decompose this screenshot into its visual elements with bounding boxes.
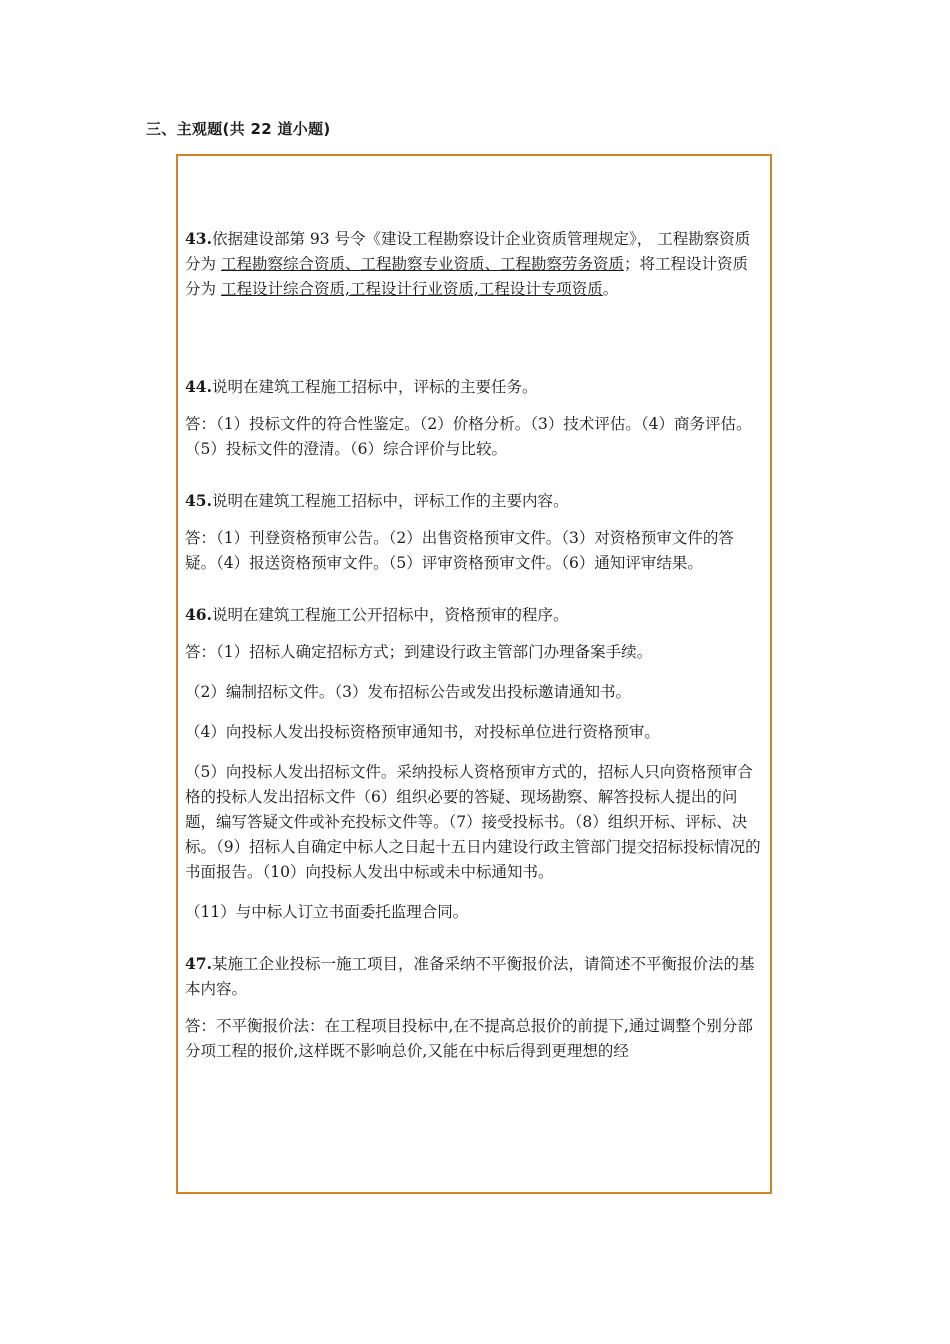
question-text: ；将工程设计资质分为 xyxy=(185,255,748,298)
section-heading: 三、主观题(共 22 道小题) xyxy=(146,120,331,138)
question-text: 说明在建筑工程施工公开招标中，资格预审的程序。 xyxy=(211,606,569,624)
question-46 xyxy=(185,602,763,628)
question-number: 43. xyxy=(185,229,212,248)
question-number: 47. xyxy=(185,954,212,973)
answer-46-line-1: 答：（1）招标人确定招标方式；到建设行政主管部门办理备案手续。 xyxy=(185,643,653,661)
answer-46-line-2: （2）编制招标文件。（3）发布招标公告或发出投标邀请通知书。 xyxy=(185,683,631,701)
questions-content xyxy=(185,226,763,1064)
question-text: 依据建设部第 93 号令《建设工程勘察设计企业资质管理规定》， 工程勘察资质分为 xyxy=(185,230,751,273)
answer-46-line-4: （5）向投标人发出招标文件。采纳投标人资格预审方式的，招标人只向资格预审合格的投标人发出招标文件（6）组织必要的答疑、现场勘察、解答投标人提出的问题，编写答疑文件或补充投标文件等。（7）接受投标书。（8）组织开标、评标、决标。（9）招标人自确定中标人之日起十五日内建设行政主管部门提交招标投标情况的书面报告。（10）向投标人发出中标或未中标通知书。 xyxy=(185,763,761,881)
question-text: 说明在建筑工程施工招标中，评标的主要任务。 xyxy=(211,378,538,396)
question-45 xyxy=(185,488,763,514)
question-text: 某施工企业投标一施工项目，准备采纳不平衡报价法，请简述不平衡报价法的基本内容。 xyxy=(185,955,755,998)
question-number: 44. xyxy=(185,377,212,396)
answer-46-line-3: （4）向投标人发出投标资格预审通知书，对投标单位进行资格预审。 xyxy=(185,723,660,741)
underlined-answer: 工程勘察综合资质、工程勘察专业资质、工程勘察劳务资质 xyxy=(220,255,624,273)
question-text: 说明在建筑工程施工招标中，评标工作的主要内容。 xyxy=(211,492,569,510)
underlined-answer: 工程设计综合资质,工程设计行业资质,工程设计专项资质 xyxy=(220,280,603,298)
question-number: 46. xyxy=(185,605,212,624)
question-44 xyxy=(185,374,763,400)
answer-frame xyxy=(176,154,772,1194)
answer-46-line-5: （11）与中标人订立书面委托监理合同。 xyxy=(185,903,469,921)
question-47 xyxy=(185,951,763,1002)
answer-45: 答：（1）刊登资格预审公告。（2）出售资格预审文件。（3）对资格预审文件的答疑。（4）报送资格预审文件。（5）评审资格预审文件。（6）通知评审结果。 xyxy=(185,529,734,572)
answer-47: 答：不平衡报价法：在工程项目投标中,在不提高总报价的前提下,通过调整个别分部分项工程的报价,这样既不影响总价,又能在中标后得到更理想的经 xyxy=(185,1017,753,1060)
answer-44: 答：（1）投标文件的符合性鉴定。（2）价格分析。（3）技术评估。（4）商务评估。（5）投标文件的澄清。（6）综合评价与比较。 xyxy=(185,415,752,458)
question-43 xyxy=(185,226,763,302)
question-number: 45. xyxy=(185,491,212,510)
question-text: 。 xyxy=(602,280,619,298)
